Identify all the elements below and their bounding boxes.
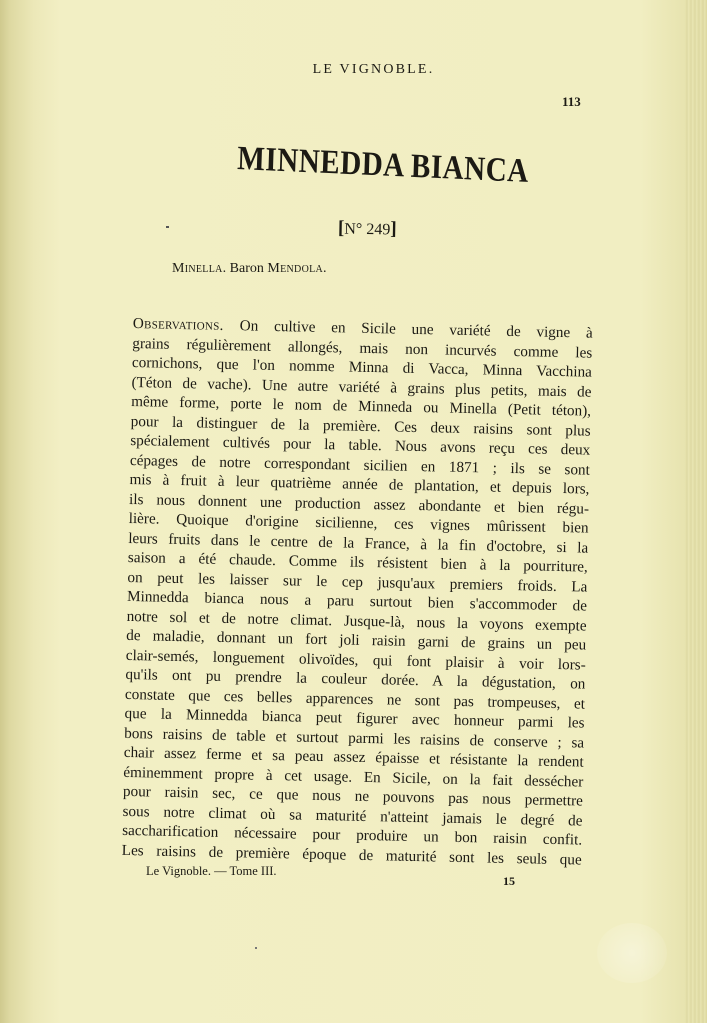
text-line-content: bons raisins de table et surtout parmi les raisins de conserve ; sa [124, 724, 585, 752]
paper-smudge [597, 923, 667, 983]
text-line-content: Les raisins de première époque de maturité sont les seuls que [121, 841, 582, 869]
text-line-content: saison a été chaude. Comme ils résistent bien à la pourriture, [127, 548, 588, 576]
text-line-content: qu'ils ont pu prendre la couleur dorée. A la dégustation, on [125, 665, 586, 693]
entry-number [338, 217, 397, 240]
entry-number-text: N° 249 [344, 220, 391, 239]
text-line-content: spécialement cultivés pour la table. Nous avons reçu ces deux [130, 431, 591, 459]
text-line-content: saccharification nécessaire pour produire un bon raisin confit. [122, 821, 583, 849]
page-title: MINNEDDA BIANCA [236, 140, 530, 190]
text-line-content: cornichons, que l'on nomme Minna di Vacca, Minna Vacchina [131, 353, 593, 381]
bracket-open: [ [337, 217, 345, 239]
signature-mark: 15 [503, 874, 515, 888]
text-line-content: constate que ces belles apparences ne sont pas trompeuses, et [124, 685, 586, 713]
ink-speck [255, 947, 257, 949]
text-line-content: grains régulièrement allongés, mais non incurvés comme les [132, 334, 593, 362]
footer-signature: Le Vignoble. — Tome III. [146, 864, 277, 878]
bracket-close: ] [390, 218, 397, 240]
text-line-content: que la Minnedda bianca peut figurer avec honneur parmi les [124, 704, 585, 732]
text-line-content: On cultive en Sicile une variété de vigne à [239, 317, 593, 342]
text-line-content: cépages de notre correspondant sicilien en 1871 ; ils se sont [129, 451, 591, 479]
page-edge [685, 0, 707, 1023]
text-line-content: éminemment propre à cet usage. En Sicile, on la fait dessécher [123, 763, 584, 791]
text-line-content: clair-semés, longuement olivoïdes, qui font plaisir à voir lors- [125, 646, 586, 674]
text-line-content: de maladie, donnant un fort joli raisin garni de grains un peu [126, 626, 587, 654]
text-line-content: Minnedda bianca nous a paru surtout bien s'accommoder de [126, 587, 588, 615]
synonym-author: Mendola [267, 261, 324, 276]
observations-label: Observations. [132, 314, 240, 335]
text-line-content: pour la distinguer de la première. Ces deux raisins sont plus [130, 412, 591, 440]
text-line-content: sous notre climat où sa maturité n'atteint jamais le degré de [122, 802, 583, 830]
text-line-content: lière. Quoique d'origine sicilienne, ces vignes mûrissent bien [128, 509, 589, 537]
text-line-content: pour raisin sec, ce que nous ne pouvons pas nous permettre [122, 782, 584, 810]
text-line-content: (Téton de vache). Une autre variété à grains plus petits, mais de [131, 373, 592, 401]
text-line-content: notre sol et de notre climat. Jusque-là, nous la voyons exempte [126, 607, 587, 635]
page-number: 113 [562, 94, 581, 109]
running-head: LE VIGNOBLE. [312, 62, 435, 77]
synonym-separator: . Baron [222, 261, 268, 276]
text-line-content: on peut les laisser sur le cep jusqu'aux premiers froids. La [127, 568, 588, 596]
text-line-content: même forme, porte le nom de Minneda ou Minella (Petit téton), [130, 392, 592, 420]
synonyms-line [172, 261, 327, 277]
ink-speck [166, 226, 169, 228]
synonym-name: Minella [172, 261, 223, 276]
body-paragraph [122, 314, 593, 870]
text-line-content: mis à fruit à leur quatrième année de plantation, et depuis lors, [129, 470, 590, 498]
text-line-content: leurs fruits dans le centre de la France, à la fin d'octobre, si la [128, 529, 589, 557]
text-line-content: chair assez ferme et sa peau assez épaisse et résistante la rendent [123, 743, 584, 771]
text-line-content: ils nous donnent une production assez abondante et bien régu- [128, 490, 590, 518]
synonym-end: . [323, 261, 327, 276]
